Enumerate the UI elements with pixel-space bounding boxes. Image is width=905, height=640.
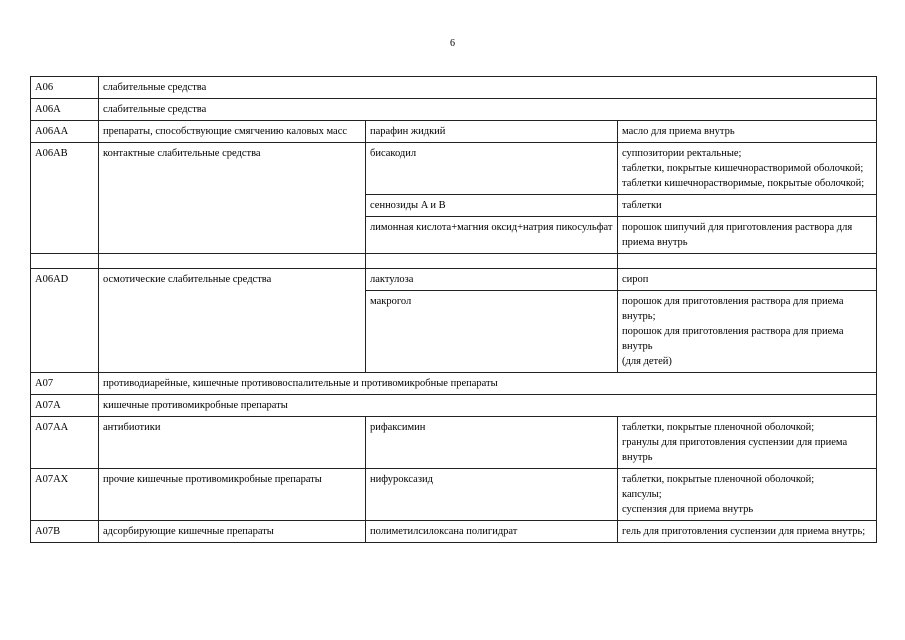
dosage-form-line: таблетки, покрытые пленочной оболочкой; bbox=[622, 422, 815, 433]
drug-name-cell: бисакодил bbox=[366, 143, 618, 195]
atc-code-cell: A06AA bbox=[31, 121, 99, 143]
table-row bbox=[31, 417, 877, 469]
atc-code-cell: A07 bbox=[31, 373, 99, 395]
table-row bbox=[31, 469, 877, 521]
table-row bbox=[31, 77, 877, 99]
dosage-form-line: масло для приема внутрь bbox=[622, 126, 735, 137]
group-name-cell: слабительные средства bbox=[99, 77, 877, 99]
drug-name-cell: рифаксимин bbox=[366, 417, 618, 469]
group-name-cell: кишечные противомикробные препараты bbox=[99, 395, 877, 417]
dosage-form-line: таблетки кишечнорастворимые, покрытые оболочкой; bbox=[622, 178, 865, 189]
table-row bbox=[31, 269, 877, 291]
empty-cell bbox=[99, 254, 366, 269]
dosage-form-line: таблетки bbox=[622, 200, 662, 211]
table-row bbox=[31, 121, 877, 143]
dosage-form-line: гранулы для приготовления суспензии для приема внутрь bbox=[622, 437, 848, 463]
dosage-form-cell bbox=[618, 417, 877, 469]
empty-cell bbox=[31, 254, 99, 269]
dosage-form-line: гель для приготовления суспензии для приема внутрь; bbox=[622, 526, 866, 537]
atc-code-cell: A07AX bbox=[31, 469, 99, 521]
atc-code-cell: A06 bbox=[31, 77, 99, 99]
atc-code-cell: A06AB bbox=[31, 143, 99, 254]
atc-code-cell: A06AD bbox=[31, 269, 99, 373]
dosage-form-cell bbox=[618, 469, 877, 521]
drug-name-cell: парафин жидкий bbox=[366, 121, 618, 143]
dosage-form-line: сироп bbox=[622, 274, 649, 285]
dosage-form-line: суппозитории ректальные; bbox=[622, 148, 742, 159]
group-name-cell: адсорбирующие кишечные препараты bbox=[99, 521, 366, 543]
atc-code-cell: A07AA bbox=[31, 417, 99, 469]
drug-classification-table bbox=[30, 76, 877, 543]
group-name-cell: осмотические слабительные средства bbox=[99, 269, 366, 373]
drug-name-cell: нифуроксазид bbox=[366, 469, 618, 521]
dosage-form-line: суспензия для приема внутрь bbox=[622, 504, 754, 515]
empty-cell bbox=[618, 254, 877, 269]
empty-row bbox=[31, 254, 877, 269]
dosage-form-cell bbox=[618, 217, 877, 254]
dosage-form-cell bbox=[618, 195, 877, 217]
group-name-cell: антибиотики bbox=[99, 417, 366, 469]
group-name-cell: прочие кишечные противомикробные препараты bbox=[99, 469, 366, 521]
drug-name-cell: лактулоза bbox=[366, 269, 618, 291]
dosage-form-cell bbox=[618, 269, 877, 291]
group-name-cell: слабительные средства bbox=[99, 99, 877, 121]
table-row bbox=[31, 373, 877, 395]
page-number: 6 bbox=[450, 38, 455, 49]
drug-name-cell: полиметилсилоксана полигидрат bbox=[366, 521, 618, 543]
drug-name-cell: макрогол bbox=[366, 291, 618, 373]
group-name-cell: препараты, способствующие смягчению каловых масс bbox=[99, 121, 366, 143]
dosage-form-cell bbox=[618, 121, 877, 143]
atc-code-cell: A07B bbox=[31, 521, 99, 543]
atc-code-cell: A06A bbox=[31, 99, 99, 121]
dosage-form-line: порошок для приготовления раствора для приема внутрь bbox=[622, 326, 844, 352]
group-name-cell: контактные слабительные средства bbox=[99, 143, 366, 254]
dosage-form-cell bbox=[618, 291, 877, 373]
dosage-form-line: таблетки, покрытые кишечнорастворимой оболочкой; bbox=[622, 163, 864, 174]
dosage-form-cell bbox=[618, 143, 877, 195]
drug-name-cell: лимонная кислота+магния оксид+натрия пикосульфат bbox=[366, 217, 618, 254]
group-name-cell: противодиарейные, кишечные противовоспалительные и противомикробные препараты bbox=[99, 373, 877, 395]
table-row bbox=[31, 143, 877, 195]
table-row bbox=[31, 521, 877, 543]
drug-name-cell: сеннозиды A и B bbox=[366, 195, 618, 217]
dosage-form-line: порошок для приготовления раствора для приема внутрь; bbox=[622, 296, 844, 322]
table-row bbox=[31, 395, 877, 417]
dosage-form-cell bbox=[618, 521, 877, 543]
dosage-form-line: порошок шипучий для приготовления раствора для приема внутрь bbox=[622, 222, 853, 248]
dosage-form-line: таблетки, покрытые пленочной оболочкой; bbox=[622, 474, 815, 485]
table-row bbox=[31, 99, 877, 121]
dosage-form-line: капсулы; bbox=[622, 489, 662, 500]
dosage-form-line: (для детей) bbox=[622, 356, 672, 367]
atc-code-cell: A07A bbox=[31, 395, 99, 417]
empty-cell bbox=[366, 254, 618, 269]
